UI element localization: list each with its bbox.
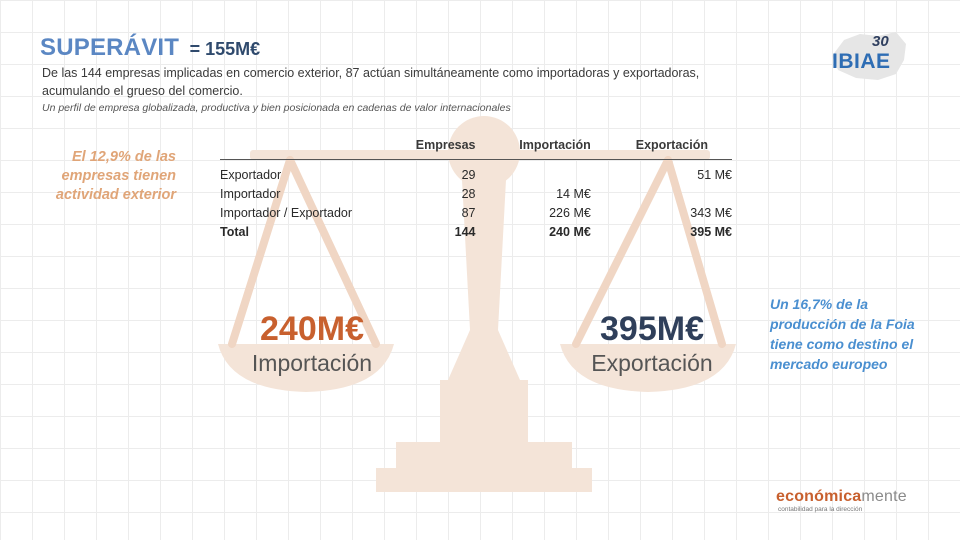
table-cell: 343 M€ <box>690 205 732 220</box>
trade-table <box>220 136 732 241</box>
table-cell: 28 <box>461 186 476 201</box>
table-header-cell: Importación <box>519 138 591 152</box>
table-header-cell: Empresas <box>415 138 476 152</box>
brand-subtitle: contabilidad para la dirección <box>778 506 863 513</box>
table-header-cell: Exportación <box>635 138 708 152</box>
export-label: Exportación <box>591 350 713 376</box>
logo-name: IBIAE <box>832 50 891 73</box>
table-cell <box>476 160 591 185</box>
table-row <box>220 203 732 222</box>
table-row <box>220 160 732 185</box>
brand-logo <box>776 488 907 506</box>
table-cell: 395 M€ <box>690 224 732 239</box>
brand-part3: mente <box>861 488 907 505</box>
table-header-cell <box>220 136 397 160</box>
table-cell: 226 M€ <box>549 205 591 220</box>
table-total-row <box>220 222 732 241</box>
brand-part1: econó <box>776 488 825 505</box>
table-cell: Exportador <box>220 167 282 182</box>
left-note: El 12,9% de las empresas tienen actividad exterior <box>55 149 176 203</box>
table-cell: Total <box>220 224 249 239</box>
table-cell: 87 <box>461 205 476 220</box>
table-cell: 29 <box>461 167 476 182</box>
right-note: Un 16,7% de la producción de la Foia tiene como destino el mercado europeo <box>770 296 915 372</box>
description-text: De las 144 empresas implicadas en comercio exterior, 87 actúan simultáneamente como importadoras y exportadoras, acumulando el grueso del comercio. <box>42 66 700 98</box>
table-cell: 51 M€ <box>697 167 732 182</box>
table-cell: Importador <box>220 186 281 201</box>
title-line <box>40 34 260 62</box>
table-row <box>220 184 732 203</box>
table-cell <box>591 184 732 203</box>
table-cell: 14 M€ <box>556 186 591 201</box>
import-label: Importación <box>251 350 373 376</box>
table-cell: Importador / Exportador <box>220 205 353 220</box>
logo-anniversary: 30 <box>872 33 889 50</box>
tagline-text: Un perfil de empresa globalizada, productiva y bien posicionada en cadenas de valor internacionales <box>42 102 511 114</box>
import-total-value: 240M€ <box>260 310 364 348</box>
table-cell: 144 <box>454 224 476 239</box>
export-total-value: 395M€ <box>600 310 704 348</box>
brand-part2: mica <box>824 488 862 505</box>
page-title: SUPERÁVIT <box>40 34 180 61</box>
table-cell: 240 M€ <box>549 224 591 239</box>
table-header-row <box>220 136 732 160</box>
surplus-value: = 155M€ <box>189 39 261 59</box>
